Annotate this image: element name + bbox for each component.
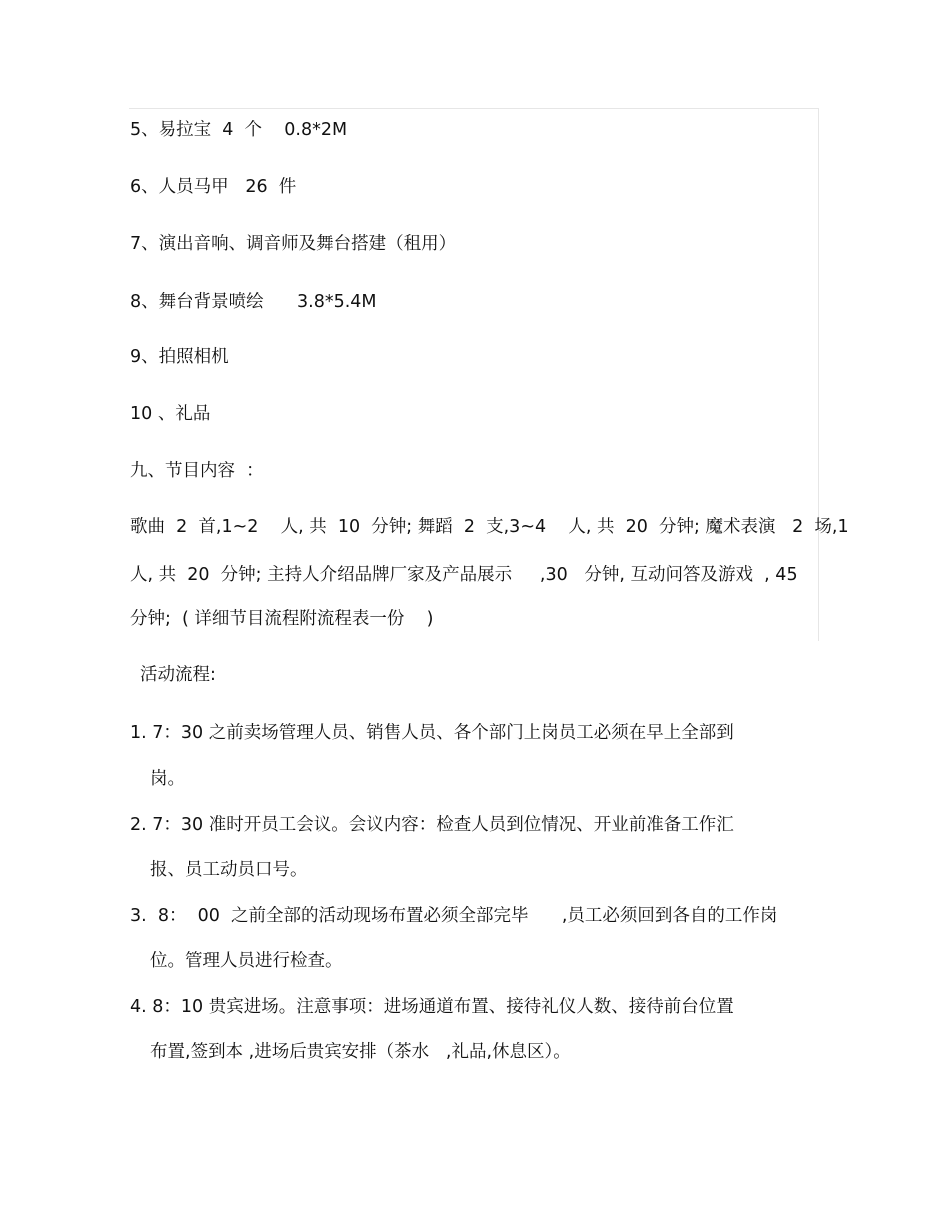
flow-step-1-line-2: 岗。 [150,769,185,789]
item-5: 5、易拉宝 4 个 0.8*2M [130,120,348,140]
item-7: 7、演出音响、调音师及舞台搭建（租用） [130,234,457,254]
flow-step-2-line-1: 2. 7：30 准时开员工会议。会议内容：检查人员到位情况、开业前准备工作汇 [130,815,734,835]
flow-title: 活动流程: [140,665,216,685]
flow-step-1-line-1: 1. 7：30 之前卖场管理人员、销售人员、各个部门上岗员工必须在早上全部到 [130,723,734,743]
flow-step-3-line-2: 位。管理人员进行检查。 [150,951,343,971]
program-line-1: 歌曲 2 首,1~2 人, 共 10 分钟; 舞蹈 2 支,3~4 人, 共 20 分钟; 魔术表演 2 场,1 [130,517,849,537]
section-nine-heading: 九、节目内容 ： [130,461,264,481]
item-9: 9、拍照相机 [130,347,229,367]
program-line-3: 分钟; ( 详细节目流程附流程表一份 ) [130,609,434,629]
flow-step-4-line-2: 布置,签到本 ,进场后贵宾安排（茶水 ,礼品,休息区）。 [150,1042,571,1062]
flow-step-3-line-1: 3. 8： 00 之前全部的活动现场布置必须全部完毕 ,员工必须回到各自的工作岗 [130,906,778,926]
item-6: 6、人员马甲 26 件 [130,177,297,197]
item-8: 8、舞台背景喷绘 3.8*5.4M [130,292,377,312]
item-10: 10 、礼品 [130,404,211,424]
program-line-2: 人, 共 20 分钟; 主持人介绍品牌厂家及产品展示 ,30 分钟, 互动问答及游戏 , 45 [130,565,798,585]
flow-step-4-line-1: 4. 8：10 贵宾进场。注意事项：进场通道布置、接待礼仪人数、接待前台位置 [130,997,734,1017]
flow-step-2-line-2: 报、员工动员口号。 [150,860,308,880]
